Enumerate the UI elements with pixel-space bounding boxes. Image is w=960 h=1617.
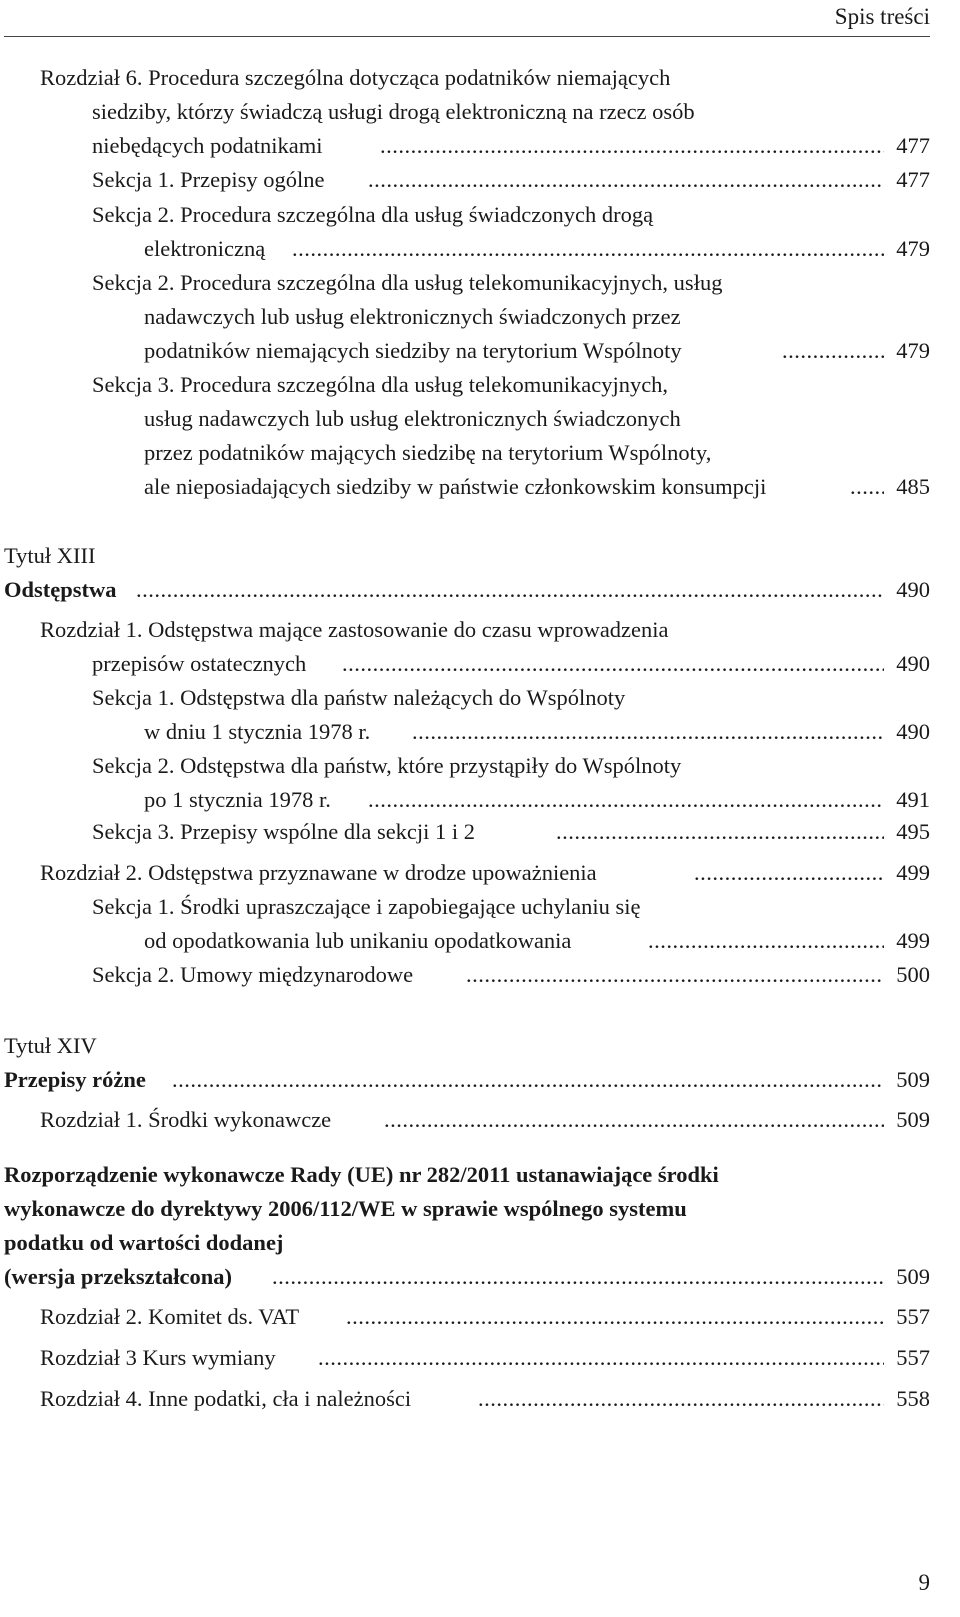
dot-leader bbox=[384, 1103, 884, 1137]
toc-entry-regulation-last bbox=[0, 1260, 930, 1294]
toc-entry-regulation-cont2 bbox=[0, 1226, 930, 1260]
toc-text: podatku od wartości dodanej bbox=[4, 1230, 284, 1255]
toc-text: Sekcja 1. Przepisy ogólne bbox=[92, 167, 325, 192]
toc-text: Sekcja 3. Przepisy wspólne dla sekcji 1 i 2 bbox=[92, 819, 476, 844]
toc-text: Tytuł XIV bbox=[4, 1033, 97, 1058]
toc-text: Sekcja 1. Środki upraszczające i zapobiegające uchylaniu się bbox=[92, 894, 641, 919]
toc-text: elektroniczną bbox=[144, 236, 266, 261]
toc-entry-sekcja-1-ch2-last bbox=[0, 924, 930, 958]
toc-page-number: 479 bbox=[896, 236, 930, 261]
toc-text: Sekcja 1. Odstępstwa dla państw należących do Wspólnoty bbox=[92, 685, 626, 710]
toc-entry-sekcja-2b-cont bbox=[0, 300, 930, 334]
toc-entry-reg-rozdzial-3 bbox=[0, 1341, 930, 1375]
toc-text: podatników niemających siedziby na terytorium Wspólnoty bbox=[144, 338, 682, 363]
dot-leader bbox=[466, 958, 884, 992]
toc-text: Sekcja 2. Odstępstwa dla państw, które przystąpiły do Wspólnoty bbox=[92, 753, 682, 778]
toc-text: przepisów ostatecznych bbox=[92, 651, 307, 676]
toc-text: Odstępstwa bbox=[4, 577, 117, 602]
toc-entry-sekcja-2-xiii-last bbox=[0, 783, 930, 817]
toc-page-number: 490 bbox=[896, 651, 930, 676]
dot-leader bbox=[368, 163, 884, 197]
toc-text: Sekcja 2. Procedura szczególna dla usług telekomunikacyjnych, usług bbox=[92, 270, 723, 295]
toc-text: po 1 stycznia 1978 r. bbox=[144, 787, 331, 812]
toc-text: Rozdział 2. Odstępstwa przyznawane w drodze upoważnienia bbox=[40, 860, 597, 885]
toc-page-number: 485 bbox=[896, 474, 930, 499]
toc-page-number: 499 bbox=[896, 860, 930, 885]
toc-page-number: 479 bbox=[896, 338, 930, 363]
toc-entry-sekcja-3-cont2 bbox=[0, 436, 930, 470]
toc-page-number: 500 bbox=[896, 962, 930, 987]
dot-leader bbox=[850, 470, 884, 504]
toc-entry-sekcja-3 bbox=[0, 368, 930, 402]
toc-entry-tytul-xiv bbox=[0, 1063, 930, 1097]
dot-leader bbox=[272, 1260, 884, 1294]
dot-leader bbox=[292, 232, 884, 266]
dot-leader bbox=[694, 856, 884, 890]
toc-text: Rozdział 6. Procedura szczególna dotycząca podatników niemających bbox=[40, 65, 671, 90]
toc-entry-tytul-xiii bbox=[0, 573, 930, 607]
toc-entry-rozdzial-2 bbox=[0, 856, 930, 890]
toc-entry-sekcja-2-ch2 bbox=[0, 958, 930, 992]
toc-entry-sekcja-3-xiii bbox=[0, 815, 930, 849]
toc-entry-rozdzial-1 bbox=[0, 613, 930, 647]
toc-text: od opodatkowania lub unikaniu opodatkowania bbox=[144, 928, 572, 953]
toc-entry-sekcja-3-last bbox=[0, 470, 930, 504]
toc-text: Sekcja 2. Procedura szczególna dla usług świadczonych drogą bbox=[92, 202, 654, 227]
toc-text: Rozdział 1. Odstępstwa mające zastosowanie do czasu wprowadzenia bbox=[40, 617, 669, 642]
toc-page-number: 509 bbox=[896, 1067, 930, 1092]
toc-title-label-xiii bbox=[0, 539, 930, 573]
dot-leader bbox=[172, 1063, 884, 1097]
toc-page-number: 491 bbox=[896, 787, 930, 812]
toc-entry-rozdzial-6-last bbox=[0, 129, 930, 163]
toc-entry-sekcja-2a-last bbox=[0, 232, 930, 266]
toc-entry-regulation-cont bbox=[0, 1192, 930, 1226]
toc-entry-sekcja-1 bbox=[0, 163, 930, 197]
toc-entry-sekcja-2b bbox=[0, 266, 930, 300]
toc-text: Sekcja 3. Procedura szczególna dla usług telekomunikacyjnych, bbox=[92, 372, 669, 397]
dot-leader bbox=[136, 573, 884, 607]
toc-entry-sekcja-1-xiii-last bbox=[0, 715, 930, 749]
toc-page-number: 490 bbox=[896, 719, 930, 744]
toc-text: siedziby, którzy świadczą usługi drogą elektroniczną na rzecz osób bbox=[92, 99, 695, 124]
toc-text: usług nadawczych lub usług elektronicznych świadczonych bbox=[144, 406, 681, 431]
page-number: 9 bbox=[918, 1570, 930, 1595]
toc-text: Rozdział 2. Komitet ds. VAT bbox=[40, 1304, 300, 1329]
toc-text: Tytuł XIII bbox=[4, 543, 96, 568]
toc-entry-sekcja-2b-last bbox=[0, 334, 930, 368]
toc-entry-rozdzial-6-cont bbox=[0, 95, 930, 129]
toc-page-number: 495 bbox=[896, 819, 930, 844]
toc-entry-sekcja-1-ch2 bbox=[0, 890, 930, 924]
toc-entry-sekcja-2-xiii bbox=[0, 749, 930, 783]
toc-entry-reg-rozdzial-4 bbox=[0, 1382, 930, 1416]
toc-text: w dniu 1 stycznia 1978 r. bbox=[144, 719, 371, 744]
toc-page-number: 477 bbox=[896, 133, 930, 158]
toc-page-number: 477 bbox=[896, 167, 930, 192]
dot-leader bbox=[318, 1341, 884, 1375]
running-header: Spis treści bbox=[834, 4, 930, 29]
toc-text: ale nieposiadających siedziby w państwie członkowskim konsumpcji bbox=[144, 474, 767, 499]
toc-text: (wersja przekształcona) bbox=[4, 1264, 233, 1289]
toc-entry-rozdzial-1-xiv bbox=[0, 1103, 930, 1137]
toc-page-number: 558 bbox=[896, 1386, 930, 1411]
toc-page-number: 509 bbox=[896, 1107, 930, 1132]
toc-page-number: 557 bbox=[896, 1304, 930, 1329]
dot-leader bbox=[380, 129, 884, 163]
toc-text: Rozdział 3 Kurs wymiany bbox=[40, 1345, 276, 1370]
dot-leader bbox=[782, 334, 884, 368]
toc-text: Rozdział 4. Inne podatki, cła i należności bbox=[40, 1386, 412, 1411]
dot-leader bbox=[342, 647, 884, 681]
toc-entry-sekcja-1-xiii bbox=[0, 681, 930, 715]
toc-entry-sekcja-2a bbox=[0, 198, 930, 232]
header-rule bbox=[4, 36, 930, 37]
toc-text: nadawczych lub usług elektronicznych świadczonych przez bbox=[144, 304, 681, 329]
dot-leader bbox=[648, 924, 884, 958]
toc-text: przez podatników mających siedzibę na terytorium Wspólnoty, bbox=[144, 440, 712, 465]
toc-page-number: 490 bbox=[896, 577, 930, 602]
toc-text: niebędących podatnikami bbox=[92, 129, 323, 163]
dot-leader bbox=[346, 1300, 884, 1334]
toc-entry-reg-rozdzial-2 bbox=[0, 1300, 930, 1334]
toc-page-number: 499 bbox=[896, 928, 930, 953]
dot-leader bbox=[368, 783, 884, 817]
toc-text: wykonawcze do dyrektywy 2006/112/WE w sprawie wspólnego systemu bbox=[4, 1196, 687, 1221]
toc-text: Rozdział 1. Środki wykonawcze bbox=[40, 1107, 332, 1132]
toc-entry-sekcja-3-cont bbox=[0, 402, 930, 436]
dot-leader bbox=[556, 815, 884, 849]
toc-text: Rozporządzenie wykonawcze Rady (UE) nr 282/2011 ustanawiające środki bbox=[4, 1162, 719, 1187]
toc-text: Przepisy różne bbox=[4, 1067, 146, 1092]
toc-page-number: 509 bbox=[896, 1264, 930, 1289]
dot-leader bbox=[412, 715, 884, 749]
toc-entry-rozdzial-6 bbox=[0, 61, 930, 95]
toc-entry-regulation bbox=[0, 1158, 930, 1192]
toc-entry-rozdzial-1-last bbox=[0, 647, 930, 681]
toc-title-label-xiv bbox=[0, 1029, 930, 1063]
toc-text: Sekcja 2. Umowy międzynarodowe bbox=[92, 962, 414, 987]
dot-leader bbox=[478, 1382, 884, 1416]
toc-page-number: 557 bbox=[896, 1345, 930, 1370]
